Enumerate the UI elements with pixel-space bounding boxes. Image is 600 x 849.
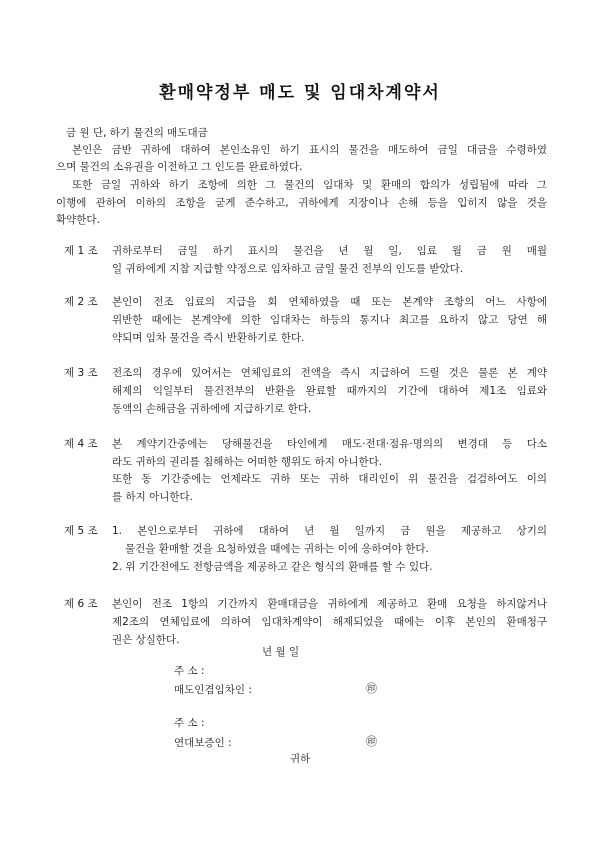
article-5-line-1: 1. 본인으로부터 귀하에 대하여 년 월 일까지 금 원을 제공하고 상기의 <box>112 525 547 537</box>
article-4-label: 제 4 조 <box>64 438 98 450</box>
article-3-label: 제 3 조 <box>64 367 98 379</box>
article-4-line-2: 라도 귀하의 권리를 침해하는 어떠한 행위도 하지 아니한다. <box>112 456 383 468</box>
article-2-line-1: 본인이 전조 임료의 지급을 회 연체하였을 때 또는 본계약 조항의 어느 사항에 <box>112 296 547 308</box>
seal-mark-1: ㊞ <box>366 682 377 695</box>
guarantor-label: 연대보증인 : <box>174 737 232 749</box>
article-4-line-4: 를 하지 아니한다. <box>112 491 194 503</box>
article-5-line-2: 물건을 환매할 것을 요청하였을 때에는 귀하는 이에 응하여야 한다. <box>125 543 429 555</box>
article-1-label: 제 1 조 <box>64 245 98 257</box>
article-4-line-3: 또한 동 기간중에는 언제라도 귀하 또는 귀하 대리인이 위 물건을 검검하여도 이의 <box>112 473 547 485</box>
article-3-line-2: 해제의 익일부터 물건전부의 반환을 완료할 때까지의 기간에 대하여 제1조 임료와 <box>112 385 547 397</box>
seller-address-label: 주 소 : <box>174 665 205 677</box>
intro-paragraph-2-line-1: 또한 금일 귀하와 하기 조항에 의한 그 물건의 임대차 및 환매의 합의가 성립됨에 따라 그 <box>72 179 547 191</box>
article-2-label: 제 2 조 <box>64 296 98 308</box>
article-1-line-2: 일 귀하에게 지참 지급할 약정으로 임차하고 금일 물건 전부의 인도를 받았다. <box>112 263 464 275</box>
article-2-line-2: 위반한 때에는 본계약에 의한 임대차는 하등의 통지나 최고를 요하지 않고 당연 해 <box>112 314 547 326</box>
addressee: 귀하 <box>290 753 311 765</box>
article-6-line-2: 제2조의 연체임료에 의하여 임대차계약이 해제되었을 때에는 이후 본인의 환매청구 <box>112 616 547 628</box>
article-3-line-1: 전조의 경우에 있어서는 연체임료의 전액을 즉시 지급하여 드릴 것은 물론 본 계약 <box>112 367 547 379</box>
intro-paragraph-1-line-1: 본인은 금반 귀하에 대하여 본인소유인 하기 표시의 물건을 매도하여 금일 대금을 수령하였 <box>72 144 547 156</box>
intro-paragraph-2-line-2: 이행에 관하여 이하의 조항을 굳게 준수하고, 귀하에게 지장이나 손해 등을 입히지 않을 것을 <box>56 197 547 209</box>
intro-paragraph-1-line-2: 으며 물건의 소유권을 이전하고 그 인도를 완료하였다. <box>56 161 303 173</box>
amount-line: 금 원 단, 하기 물건의 매도대금 <box>66 127 208 139</box>
article-3-line-3: 동액의 손해금을 귀하에에 지급하기로 한다. <box>112 403 312 415</box>
article-2-line-3: 약되며 임차 물건을 즉시 반환하기로 한다. <box>112 332 305 344</box>
seal-mark-2: ㊞ <box>366 735 377 748</box>
guarantor-address-label: 주 소 : <box>174 717 205 729</box>
seller-lessee-label: 매도인겸임차인 : <box>174 684 252 696</box>
intro-paragraph-2-line-3: 확약한다. <box>56 214 100 226</box>
article-6-line-1: 본인이 전조 1항의 기간까지 환매대금을 귀하에게 제공하고 환매 요청을 하지않거나 <box>112 598 547 610</box>
article-5-line-3: 2. 위 기간전에도 전항금액을 제공하고 같은 형식의 환매를 할 수 있다. <box>112 561 433 573</box>
article-1-line-1: 귀하로부터 금일 하기 표시의 물건을 년 월 일, 임료 월 금 원 매월 <box>112 245 547 257</box>
document-title: 환매약정부 매도 및 임대차계약서 <box>159 83 441 103</box>
contract-date: 년 월 일 <box>262 646 300 658</box>
article-6-label: 제 6 조 <box>64 598 98 610</box>
article-4-line-1: 본 계약기간중에는 당해물건을 타인에게 매도·전대·점유·명의의 변경대 등 다소 <box>112 438 547 450</box>
article-5-label: 제 5 조 <box>64 525 98 537</box>
article-6-line-3: 권은 상실한다. <box>112 634 180 646</box>
